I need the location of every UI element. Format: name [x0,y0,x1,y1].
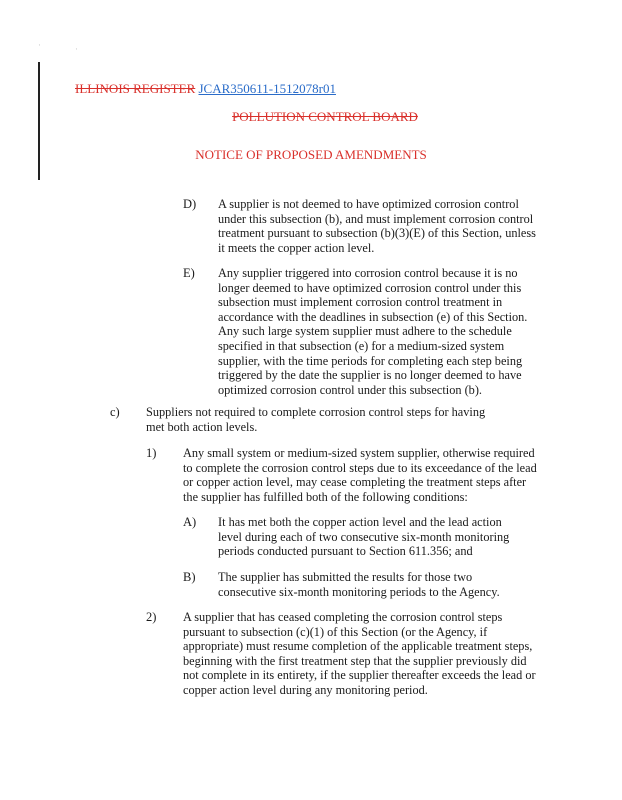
item-c1B-label: B) [183,570,196,584]
margin-speck: · [38,40,41,50]
margin-speck: · [75,44,78,54]
register-inserted-id: JCAR350611-1512078r01 [198,81,336,96]
register-header [75,81,336,97]
item-c2-text: A supplier that has ceased completing the corrosion control steps pursuant to subsection (c)(1) of this Section (or the Agency, if appropriate) must resume completion of the applicable treatment steps, beginning with the first treatment step that the supplier previously did not complete in its entirety, if the supplier thereafter exceeds the lead or copper action level during any monitoring period. [183,610,536,697]
item-D-text: A supplier is not deemed to have optimized corrosion control under this subsection (b), and must implement corrosion control treatment pursuant to subsection (b)(3)(E) of this Section, unless it meets the copper action level. [218,197,536,255]
item-c1-label: 1) [146,446,157,460]
item-D-label: D) [183,197,197,211]
item-c-text: Suppliers not required to complete corrosion control steps for having met both action levels. [146,405,486,434]
item-E-text: Any supplier triggered into corrosion control because it is no longer deemed to have optimized corrosion control under this subsection must implement corrosion control treatment in accordance with the deadlines in subsection (e) of this Section. Any such large system supplier must adhere to the schedule specified in that subsection (e) for a medium-sized system supplier, with the time periods for completing each step being triggered by the date the supplier is no longer deemed to have optimized corrosion control under this subsection (b). [218,266,528,397]
register-struck-text: ILLINOIS REGISTER [75,81,196,96]
item-c1B-text: The supplier has submitted the results for those two consecutive six-month monitoring periods to the Agency. [218,570,500,599]
board-heading [0,109,622,125]
board-struck-text: POLLUTION CONTROL BOARD [232,109,418,124]
notice-heading: NOTICE OF PROPOSED AMENDMENTS [195,147,427,162]
item-c2-label: 2) [146,610,157,624]
item-c-label: c) [110,405,120,419]
item-c1-text: Any small system or medium-sized system supplier, otherwise required to complete the corrosion control steps due to its exceedance of the lead or copper action level, may cease completing the treatment steps after the supplier has fulfilled both of the following conditions: [183,446,537,504]
item-E-label: E) [183,266,195,280]
item-c1A-label: A) [183,515,197,529]
item-c1A-text: It has met both the copper action level and the lead action level during each of two consecutive six-month monitoring periods conducted pursuant to Section 611.356; and [218,515,510,559]
